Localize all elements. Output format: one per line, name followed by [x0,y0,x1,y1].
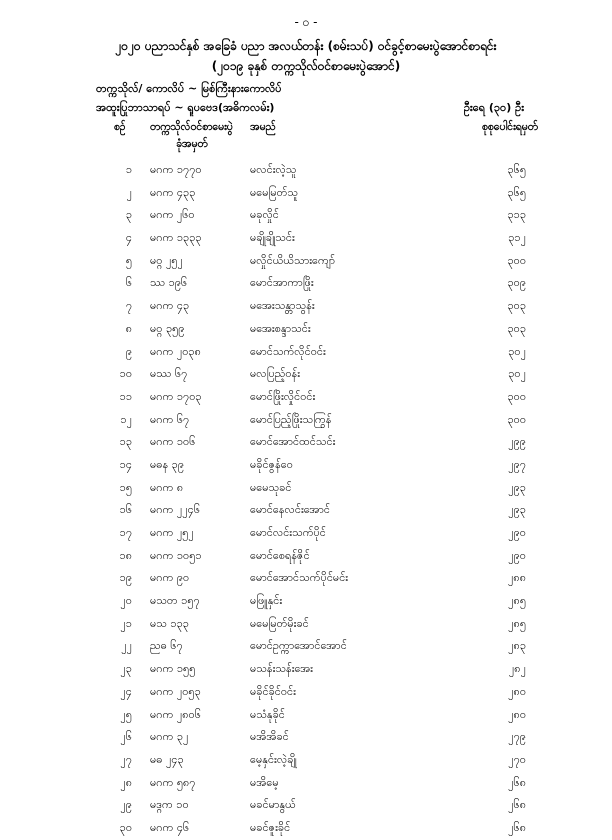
row-number: ၁၉ [119,571,132,585]
roll-number: မဂက ၄၃ [150,299,190,313]
row-number: ၃၀ [119,820,132,834]
total-marks: ၃၁၂ [508,231,526,245]
student-name: မခင်မာနွယ် [250,798,296,812]
student-name: မောင်သက်လိုင်ဝင်း [250,344,326,358]
student-name: မခုလှိုင် [250,208,279,222]
total-marks: ၂၉၃ [508,503,526,517]
document-title: ၂၀၂၀ ပညာသင်နှစ် အခြေခံ ပညာ အလယ်တန်း (စမ်းသပ်) ဝင်ခွင့်စာမေးပွဲအောင်စာရင်း [115,39,497,53]
total-marks: ၂၉၇ [508,457,526,471]
row-number: ၁၁ [119,389,132,403]
table-row [0,227,612,250]
roll-number: မဂက ၂၆၀ [150,208,195,222]
total-count: ဦးရေ (၃၀) ဦး [463,101,524,114]
roll-number: မသ ၁၃၃ [150,616,189,630]
table-row [0,159,612,182]
table-row [0,409,612,432]
roll-number: မဂက ၉၀ [150,571,190,585]
roll-number: မဂက ၂၀၃၈ [150,344,201,358]
total-marks: ၃၀၂ [508,367,526,381]
roll-number: မဿ ၆၇ [150,367,188,381]
total-marks: ၃၀၃ [507,321,526,335]
total-marks: ၂၉၃ [508,480,526,494]
student-name: မခင်ဇူးခိုင် [250,820,291,834]
roll-number: မဂက ၄၃၃ [150,185,196,199]
row-number: ၂၆ [120,730,132,744]
total-marks: ၂၇၀ [508,752,526,766]
roll-number: မဂက ၆၇ [150,412,190,426]
student-name: မဖြူနှင်း [250,594,283,608]
roll-number: မသတ ၁၅၇ [150,594,200,608]
roll-number: မဂက ၁၀၅၁ [150,548,202,562]
student-name: မောင်စေရန်ဇိုင် [250,548,310,562]
student-name: မောင်ပြည့်ဖြိုးသကြွန် [250,412,332,426]
row-number: ၁၈ [119,548,132,562]
student-name: မမေမြတ်သူ [250,185,299,199]
total-marks: ၂၈၅ [508,616,526,630]
table-row [0,749,612,772]
roll-number: ညဓ ၆၇ [150,639,183,653]
total-marks: ၂၉၀ [508,526,526,539]
total-marks: ၂၇၉ [508,730,526,744]
roll-number: မဂက ၁၇၇၀ [150,163,202,176]
row-number: ၂၇ [120,752,132,766]
total-marks: ၂၆၈ [508,798,526,812]
table-row [0,613,612,636]
row-number: ၂၅ [120,707,132,721]
student-name: မမေသုခင် [250,480,292,494]
row-number: ၁၄ [119,457,132,471]
row-number: ၅ [125,253,132,267]
student-name: မေ့နှင်းလဲ့ချို [250,752,297,766]
table-row [0,772,612,795]
table-row [0,522,612,545]
student-name: မလင်းလဲ့သူ [250,163,297,176]
row-number: ၂၁ [120,616,132,630]
row-number: ၁၀ [119,367,132,381]
roll-number: မဂက ၅၈၇ [150,775,196,789]
column-header-marks: စုစုပေါင်းရမှတ် [481,121,538,133]
table-row [0,681,612,704]
table-row [0,726,612,749]
roll-number: မဂက ၁၇၀၃ [150,389,202,403]
student-name: မအိအိခင် [250,730,289,744]
table-row [0,386,612,409]
total-marks: ၃၀၉ [507,276,526,290]
roll-number: မဂက ၁၅၅ [150,662,196,676]
total-marks: ၃၀၃ [507,299,526,313]
results-table [0,159,612,840]
roll-number: မဂက ၁၀၆ [150,435,196,449]
student-name: မခိုင်ခိုင်ဝင်း [250,684,296,698]
total-marks: ၃၀၀ [507,253,526,267]
roll-number: မဂက ၄၆ [150,820,190,834]
roll-number: မဂက ၈ [150,480,184,494]
row-number: ၁၅ [119,480,132,494]
total-marks: ၃၆၅ [507,185,526,199]
table-row [0,363,612,386]
row-number: ၂ [126,185,132,199]
row-number: ၂၃ [120,662,132,676]
student-name: မောင်ဥက္ကာအောင်အောင် [250,639,347,653]
row-number: ၁၂ [120,412,132,426]
roll-number: မဂက ၂၅၂ [150,526,194,539]
row-number: ၆ [125,276,132,290]
table-header [0,121,612,155]
total-marks: ၃၀၀ [507,412,526,426]
table-row [0,272,612,295]
table-row [0,590,612,613]
total-marks: ၂၆၈ [508,820,526,834]
table-row [0,658,612,681]
table-row [0,454,612,477]
student-name: မောင်နေလင်းအောင် [250,503,331,517]
student-name: မချိုချိုသင်း [250,231,295,245]
column-header-roll: တက္ကသိုလ်ဝင်စာမေးပွဲ [150,121,233,133]
student-name: မအေးသန္တာသွန်း [250,299,315,313]
table-row [0,318,612,341]
page-number: - ၀ - [294,15,318,29]
column-header-no: စဉ် [114,121,126,133]
row-number: ၁၇ [119,526,132,539]
roll-number: မဂက ၁၃၃၃ [150,231,202,245]
table-row [0,250,612,273]
total-marks: ၂၆၈ [508,775,526,789]
table-row [0,295,612,318]
student-name: မမေမြတ်မိုးခင် [250,616,309,630]
total-marks: ၂၈၃ [508,639,526,653]
roll-number: မဓ ၂၄၃ [150,752,184,766]
student-name: မသံနုခိုင် [250,707,285,721]
student-name: မခိုင်ဇွန်ဝေ [250,457,293,471]
table-row [0,704,612,727]
student-name: မောင်အာကာဖြိုး [250,276,314,290]
total-marks: ၃၆၅ [507,163,526,176]
row-number: ၃ [125,208,132,222]
student-name: မောင်လင်းသက်ပိုင် [250,526,326,539]
total-marks: ၂၈၂ [508,662,526,676]
table-row [0,499,612,522]
table-row [0,635,612,658]
row-number: ၁ [125,163,132,176]
total-marks: ၂၈၅ [508,594,526,608]
total-marks: ၃၀၀ [507,389,526,403]
table-row [0,567,612,590]
student-name: မလှိုင်ယိယိသားကျော် [250,253,336,267]
row-number: ၂၄ [120,684,132,698]
total-marks: ၂၉၀ [508,548,526,562]
table-row [0,477,612,500]
roll-number: မဝ္ဂ ၂၅၂ [150,253,183,267]
row-number: ၂၀ [120,594,132,608]
document-subtitle: (၂၀၁၉ ခုနှစ် တက္ကသိုလ်ဝင်စာမေးပွဲအောင်) [211,59,401,73]
total-marks: ၂၈၈ [508,571,526,585]
table-row [0,182,612,205]
total-marks: ၃၁၃ [507,208,526,222]
roll-number: မဂက ၂၂၄၆ [150,503,201,517]
student-name: မအေးစန္ဒာသင်း [250,321,311,335]
table-row [0,794,612,817]
roll-number: ဿ ၁၉၆ [150,276,188,290]
row-number: ၇ [125,299,132,313]
roll-number: မဂက ၃၂ [150,730,189,744]
roll-number: မဝ္ဂ ၃၅၉ [150,321,185,335]
student-name: မအိမေ့ [250,775,279,789]
table-row [0,545,612,568]
roll-number: မဂက ၂၀၅၃ [150,684,201,698]
table-row [0,817,612,840]
column-header-name: အမည် [250,121,276,133]
row-number: ၂၂ [121,639,132,653]
table-row [0,341,612,364]
total-marks: ၂၈၀ [508,684,526,698]
column-header-roll-sub: ခုံအမှတ် [176,138,208,150]
roll-number: မဒ္ဂက ၁၀ [150,798,189,812]
roll-number: မဓန ၃၉ [150,457,185,471]
subject-label: အထူးပြုဘာသာရပ် ~ ရူပဗေဒ(အဓိကလမ်း) [96,101,275,114]
table-row [0,204,612,227]
roll-number: မဂက ၂၈၀၆ [150,707,201,721]
student-name: မောင်အောင်ထင်သင်း [250,435,336,449]
student-name: မသန်းသန်းအေး [250,662,313,676]
college-label: တက္ကသိုလ်/ ကောလိပ် ~ မြစ်ကြီးနားကောလိပ် [96,82,282,95]
row-number: ၁၆ [119,503,132,517]
total-marks: ၂၉၉ [508,435,526,449]
student-name: မလပြည့်ဝန်း [250,367,301,381]
row-number: ၉ [125,344,132,358]
total-marks: ၃၀၂ [508,344,526,358]
student-name: မောင်အောင်သက်ပိုင်မင်း [250,571,349,585]
row-number: ၈ [125,321,132,335]
total-marks: ၂၈၀ [508,707,526,721]
table-row [0,431,612,454]
row-number: ၂၈ [120,775,132,789]
subject-header [0,101,612,121]
student-name: မောင်ဖြိုးလှိုင်ဝင်း [250,389,316,403]
row-number: ၂၉ [120,798,132,812]
row-number: ၄ [125,231,132,245]
row-number: ၁၃ [119,435,132,449]
